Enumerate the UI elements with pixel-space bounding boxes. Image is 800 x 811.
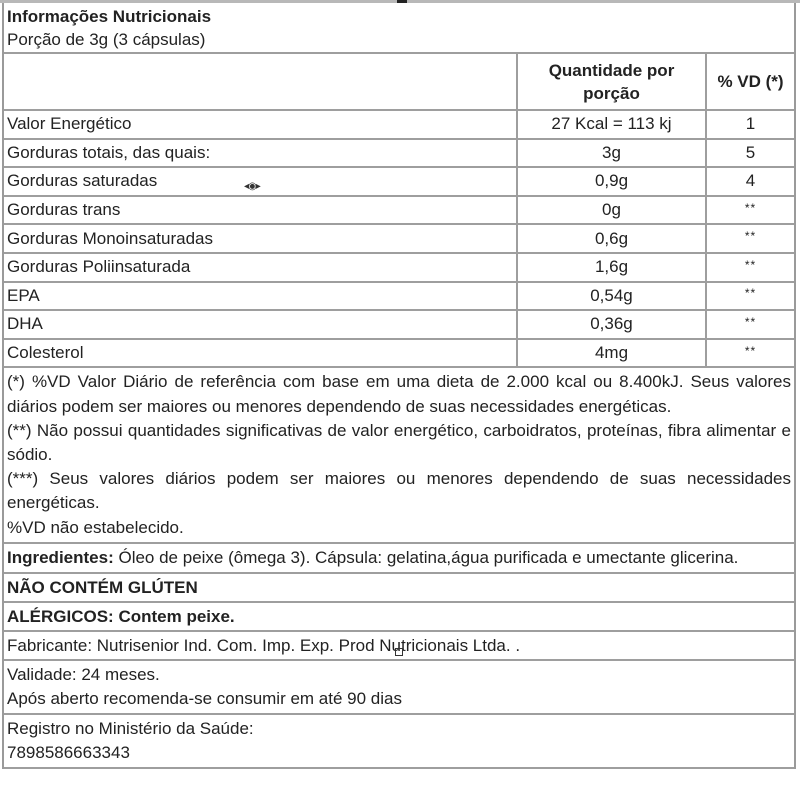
nutrient-name: EPA: [4, 282, 517, 311]
table-row: [4, 253, 794, 282]
footnote-vd-reference: (*) %VD Valor Diário de referência com base em uma dieta de 2.000 kcal ou 8.400kJ. Seus valores diários podem ser maiores ou menores dependendo de suas necessidades energéticas.: [7, 372, 791, 416]
column-header-quantity-line2: porção: [583, 83, 640, 103]
title-block: [4, 3, 794, 54]
footnote-not-significant: (**) Não possui quantidades significativas de valor energético, carboidratos, proteínas, fibra alimentar e sódio.: [7, 420, 791, 464]
nutrient-vd: [706, 339, 794, 368]
vd-not-established-marker: **: [744, 200, 757, 215]
column-header-quantity-line1: Quantidade por: [548, 60, 675, 80]
validity-period: Validade: 24 meses.: [7, 664, 160, 684]
nutrient-name: Valor Energético: [4, 110, 517, 139]
table-row: [4, 167, 794, 196]
nutrient-name: Gorduras saturadas: [4, 167, 517, 196]
registry-block: [4, 715, 794, 769]
registry-number: 7898586663343: [7, 742, 130, 762]
column-header-quantity: [517, 54, 706, 110]
nutrient-name: Gorduras Monoinsaturadas: [4, 224, 517, 253]
nutrient-quantity: 0,54g: [517, 282, 706, 311]
nutrient-vd: 5: [706, 139, 794, 168]
ingredients-text: Óleo de peixe (ômega 3). Cápsula: gelatina,água purificada e umectante glicerina.: [113, 547, 739, 567]
nutrient-name: Gorduras totais, das quais:: [4, 139, 517, 168]
nutrient-quantity: 27 Kcal = 113 kj: [517, 110, 706, 139]
registry-label: Registro no Ministério da Saúde:: [7, 718, 254, 738]
nutrient-quantity: 0,36g: [517, 310, 706, 339]
nutrient-quantity: 0,6g: [517, 224, 706, 253]
nutrient-quantity: 3g: [517, 139, 706, 168]
nutrient-vd: 4: [706, 167, 794, 196]
table-header-row: [4, 54, 794, 110]
nutrient-vd: [706, 253, 794, 282]
nutrient-vd: [706, 224, 794, 253]
label-title: Informações Nutricionais: [7, 7, 212, 26]
after-opening-note: Após aberto recomenda-se consumir em até 90 dias: [7, 688, 402, 708]
validity-block: [4, 661, 794, 715]
portion-size: Porção de 3g (3 cápsulas): [7, 30, 206, 49]
table-row: [4, 310, 794, 339]
nutrient-quantity: 0,9g: [517, 167, 706, 196]
vd-not-established-marker: **: [744, 314, 757, 329]
vd-not-established-marker: **: [744, 343, 757, 358]
vd-not-established-marker: **: [744, 229, 757, 244]
table-row: [4, 110, 794, 139]
nutrient-name: Gorduras Poliinsaturada: [4, 253, 517, 282]
anchor-handle-icon[interactable]: [395, 648, 403, 656]
table-row: [4, 224, 794, 253]
footnote-daily-values: (***) Seus valores diários podem ser maiores ou menores dependendo de suas necessidades energéticas.: [7, 469, 791, 513]
table-row: [4, 196, 794, 225]
nutrient-name: DHA: [4, 310, 517, 339]
nutrient-name: Gorduras trans: [4, 196, 517, 225]
nutrient-vd: [706, 310, 794, 339]
vd-not-established-marker: **: [744, 286, 757, 301]
nutrition-table: [4, 54, 794, 368]
nutrient-quantity: 1,6g: [517, 253, 706, 282]
table-row: [4, 282, 794, 311]
table-row: [4, 339, 794, 368]
navigation-arrows-icon[interactable]: ◂◉▸: [244, 181, 260, 192]
nutrient-vd: 1: [706, 110, 794, 139]
nutrient-vd: [706, 282, 794, 311]
footnotes: [4, 368, 794, 543]
nutrient-quantity: 4mg: [517, 339, 706, 368]
nutrient-name: Colesterol: [4, 339, 517, 368]
footnote-vd-not-established: %VD não estabelecido.: [7, 517, 184, 537]
table-row: [4, 139, 794, 168]
column-header-nutrient: [4, 54, 517, 110]
allergen-statement: ALÉRGICOS: Contem peixe.: [4, 603, 794, 632]
gluten-free-statement: NÃO CONTÉM GLÚTEN: [4, 574, 794, 603]
ingredients-label: Ingredientes:: [7, 547, 114, 567]
nutrient-vd: [706, 196, 794, 225]
manufacturer: Fabricante: Nutrisenior Ind. Com. Imp. Exp. Prod Nutricionais Ltda. .: [4, 632, 794, 661]
column-header-vd: % VD (*): [706, 54, 794, 110]
vd-not-established-marker: **: [744, 257, 757, 272]
nutrient-quantity: 0g: [517, 196, 706, 225]
ingredients-block: [4, 544, 794, 574]
